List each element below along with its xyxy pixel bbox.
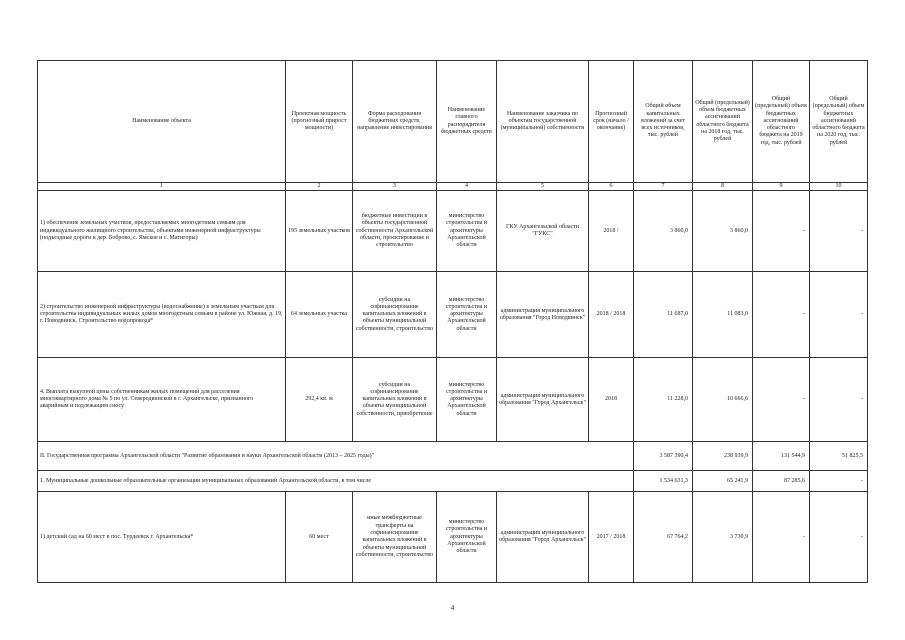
header-cell: Прогнозный срок (начало / окончание): [589, 61, 634, 183]
header-row: [38, 61, 868, 183]
total-cell: 3 860,0: [634, 191, 693, 272]
term-cell: 2018 /: [589, 191, 634, 272]
column-number: 3: [353, 183, 437, 191]
header-cell: Наименование заказчика по объектам государственной (муниципальной) собственности: [497, 61, 589, 183]
column-number: 6: [589, 183, 634, 191]
header-cell: Наименование главного распорядителя бюджетных средств: [437, 61, 497, 183]
column-number: 7: [634, 183, 693, 191]
total-cell: 67 764,2: [634, 492, 693, 583]
form-cell: бюджетные инвестиции в объекты государственной собственности Архангельской области, проектирование и строительство: [353, 191, 437, 272]
column-number: 9: [753, 183, 810, 191]
total-cell: 11 228,0: [634, 358, 693, 442]
header-cell: Наименование объекта: [38, 61, 286, 183]
budget-2018-cell: 10 666,6: [693, 358, 753, 442]
program-title: II. Государственная программа Архангельской области "Развитие образования и науки Архангельской области (2013 – 2025 годы)": [38, 442, 634, 471]
capacity-cell: 195 земельных участков: [286, 191, 353, 272]
capacity-cell: 60 мест: [286, 492, 353, 583]
customer-cell: ГКУ Архангельской области "ГУКС": [497, 191, 589, 272]
budget-2020-cell: -: [810, 471, 868, 492]
header-cell: Общий объем капитальных вложений за счет всех источников, тыс. рублей: [634, 61, 693, 183]
total-cell: 3 587 390,4: [634, 442, 693, 471]
object-name: 2) строительство инженерной инфраструктуры (водоснабжение) к земельным участкам для строительства индивидуальных жилых домов многодетным семьям в районе ул. Южная, д. 19, г. Новодвинск. Строительство водопровода*: [38, 272, 286, 358]
manager-cell: министерство строительства и архитектуры Архангельской области: [437, 358, 497, 442]
page-number: 4: [450, 604, 455, 612]
column-number: 1: [38, 183, 286, 191]
header-cell: Общий (предельный) объем бюджетных ассигнований областного бюджета на 2018 год, тыс. рублей: [693, 61, 753, 183]
customer-cell: администрация муниципального образования "Город Архангельск": [497, 492, 589, 583]
column-number: 10: [810, 183, 868, 191]
budget-2019-cell: -: [753, 272, 810, 358]
investment-table: [37, 60, 868, 583]
form-cell: субсидии на софинансирование капитальных вложений в объекты муниципальной собственности, строительство: [353, 272, 437, 358]
budget-2018-cell: 3 860,0: [693, 191, 753, 272]
header-cell: Общий (предельный) объем бюджетных ассигнований областного бюджета на 2020 год, тыс. рублей: [810, 61, 868, 183]
manager-cell: министерство строительства и архитектуры Архангельской области: [437, 492, 497, 583]
column-number: 5: [497, 183, 589, 191]
table-row: [38, 272, 868, 358]
budget-2019-cell: -: [753, 191, 810, 272]
budget-2018-cell: 65 241,9: [693, 471, 753, 492]
table-row: [38, 492, 868, 583]
budget-2018-cell: 238 939,9: [693, 442, 753, 471]
customer-cell: администрация муниципального образования "Город Новодвинск": [497, 272, 589, 358]
budget-2019-cell: 131 544,9: [753, 442, 810, 471]
budget-2020-cell: 51 825,5: [810, 442, 868, 471]
program-row: [38, 442, 868, 471]
budget-2018-cell: 3 730,9: [693, 492, 753, 583]
column-number: 8: [693, 183, 753, 191]
budget-2018-cell: 11 083,0: [693, 272, 753, 358]
term-cell: 2017 / 2018: [589, 492, 634, 583]
header-cell: Проектная мощность (прогнозный прирост мощности): [286, 61, 353, 183]
header-cell: Форма расходования бюджетных средств, направление инвестирования: [353, 61, 437, 183]
column-number: 2: [286, 183, 353, 191]
subsection-row: [38, 471, 868, 492]
budget-2019-cell: 87 285,6: [753, 471, 810, 492]
term-cell: 2018 / 2018: [589, 272, 634, 358]
total-cell: 11 687,0: [634, 272, 693, 358]
budget-2020-cell: -: [810, 492, 868, 583]
total-cell: 1 534 631,3: [634, 471, 693, 492]
object-name: 1) обеспечение земельных участков, предоставляемых многодетным семьям для индивидуального жилищного строительства, объектами инженерной инфраструктуры (подъездные дороги в дер. Боброво, с. Ямское и с. Матигоры): [38, 191, 286, 272]
customer-cell: администрация муниципального образования "Город Архангельск": [497, 358, 589, 442]
capacity-cell: 292,4 кв. м: [286, 358, 353, 442]
column-number-row: [38, 183, 868, 191]
manager-cell: министерство строительства и архитектуры Архангельской области: [437, 272, 497, 358]
table-row: [38, 358, 868, 442]
budget-2019-cell: -: [753, 492, 810, 583]
column-number: 4: [437, 183, 497, 191]
table-row: [38, 191, 868, 272]
term-cell: 2018: [589, 358, 634, 442]
budget-2020-cell: -: [810, 272, 868, 358]
subsection-title: 1. Муниципальные дошкольные образовательные организации муниципальных образований Архангельской области, в том числе: [38, 471, 634, 492]
form-cell: иные межбюджетные трансферты на софинансирование капитальных вложений в объекты муниципальной собственности, строительство: [353, 492, 437, 583]
header-cell: Общий (предельный) объем бюджетных ассигнований областного бюджета на 2019 год, тыс. рублей: [753, 61, 810, 183]
budget-2020-cell: -: [810, 358, 868, 442]
capacity-cell: 64 земельных участка: [286, 272, 353, 358]
object-name: 4. Выплата выкупной цены собственникам жилых помещений для расселения многоквартирного дома № 5 по ул. Северодвинской в г. Архангельске, признанного аварийным и подлежащим сносу: [38, 358, 286, 442]
budget-2020-cell: -: [810, 191, 868, 272]
manager-cell: министерство строительства и архитектуры Архангельской области: [437, 191, 497, 272]
form-cell: субсидии на софинансирование капитальных вложений в объекты муниципальной собственности, приобретение: [353, 358, 437, 442]
budget-2019-cell: -: [753, 358, 810, 442]
object-name: 1) детский сад на 60 мест в пос. Турдеевск г. Архангельска*: [38, 492, 286, 583]
